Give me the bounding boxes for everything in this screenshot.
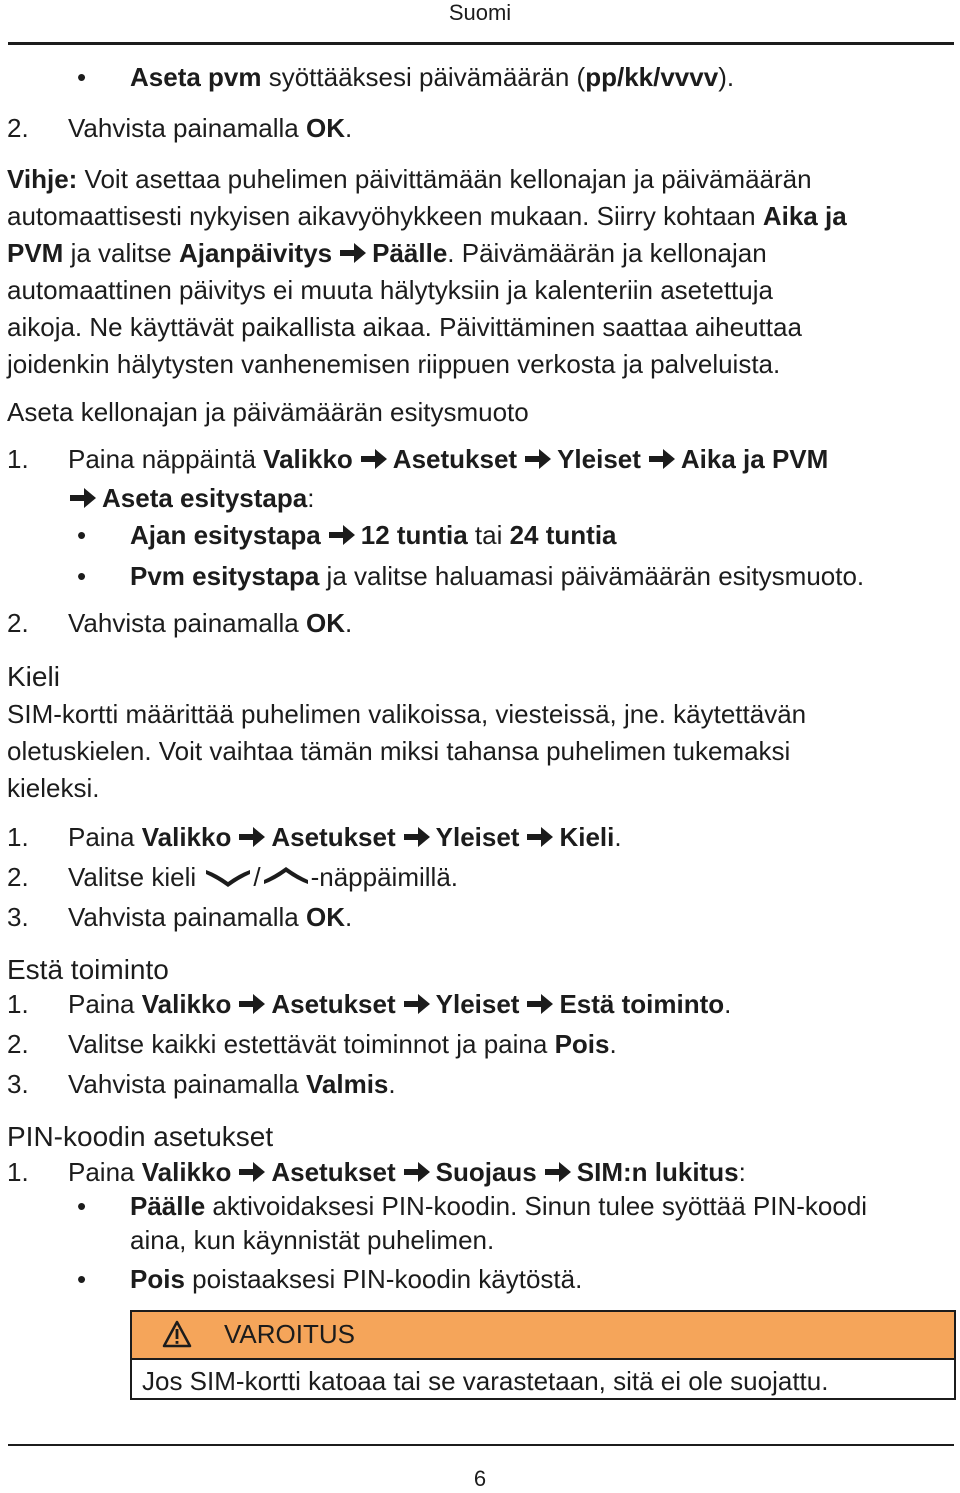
right-arrow-icon: [327, 521, 357, 555]
date-format-bullet: Pvm esitystapa ja valitse haluamasi päivämäärän esitysmuoto.: [130, 561, 865, 591]
section-heading-block: Estä toiminto: [7, 954, 169, 985]
right-arrow-icon: [338, 239, 368, 273]
pin-step-1: 1. Paina Valikko Asetukset Suojaus SIM:n lukitus:: [7, 1155, 746, 1192]
right-arrow-icon: [647, 445, 677, 479]
set-date-bullet: Aseta pvm syöttääksesi päivämäärän (pp/kk/vvvv).: [130, 62, 735, 92]
right-arrow-icon: [402, 823, 432, 857]
warning-box: [130, 1310, 956, 1400]
tip-line-1: Vihje: Voit asettaa puhelimen päivittämään kellonajan ja päivämäärän: [7, 164, 812, 194]
section-heading-pin: PIN-koodin asetukset: [7, 1121, 274, 1152]
tip-line-5: aikoja. Ne käyttävät paikallista aikaa. Päivittäminen saattaa aiheuttaa: [7, 312, 802, 342]
block-step-1: 1. Paina Valikko Asetukset Yleiset Estä toiminto.: [7, 987, 731, 1024]
header-rule: [8, 42, 954, 45]
pin-on-bullet: Päälle aktivoidaksesi PIN-koodin. Sinun tulee syöttää PIN-koodi: [130, 1191, 868, 1221]
language-para-2: oletuskielen. Voit vaihtaa tämän miksi tahansa puhelimen tukemaksi: [7, 736, 791, 766]
language-para-3: kieleksi.: [7, 773, 100, 803]
bullet-marker: •: [77, 62, 87, 92]
right-arrow-icon: [525, 990, 555, 1024]
right-arrow-icon: [237, 823, 267, 857]
bullet-marker: •: [77, 520, 87, 550]
block-step-2: 2. Valitse kaikki estettävät toiminnot ja paina Pois.: [7, 1029, 617, 1059]
format-step-2: 2. Vahvista painamalla OK.: [7, 608, 353, 638]
page-number: 6: [473, 1466, 487, 1491]
right-arrow-icon: [402, 990, 432, 1024]
right-arrow-icon: [68, 484, 98, 518]
block-step-3: 3. Vahvista painamalla Valmis.: [7, 1069, 396, 1099]
bullet-marker: •: [77, 1191, 87, 1221]
right-arrow-icon: [543, 1158, 573, 1192]
up-key-icon: [261, 862, 311, 896]
bullet-marker: •: [77, 561, 87, 591]
bullet-marker: •: [77, 1264, 87, 1294]
language-para-1: SIM-kortti määrittää puhelimen valikoissa, viesteissä, jne. käytettävän: [7, 699, 807, 729]
header-language: Suomi: [448, 0, 512, 25]
warning-title: VAROITUS: [224, 1319, 355, 1349]
confirm-step: 2. Vahvista painamalla OK.: [7, 113, 353, 143]
right-arrow-icon: [402, 1158, 432, 1192]
pin-on-bullet-cont: aina, kun käynnistät puhelimen.: [130, 1225, 495, 1255]
right-arrow-icon: [359, 445, 389, 479]
right-arrow-icon: [525, 823, 555, 857]
down-key-icon: [203, 862, 253, 896]
right-arrow-icon: [237, 990, 267, 1024]
right-arrow-icon: [523, 445, 553, 479]
tip-line-2: automaattisesti nykyisen aikavyöhykkeen mukaan. Siirry kohtaan Aika ja: [7, 201, 847, 231]
format-step-1-cont: Aseta esitystapa:: [62, 481, 314, 518]
warning-header: [132, 1312, 954, 1360]
tip-line-3: PVM ja valitse Ajanpäivitys Päälle. Päivämäärän ja kellonajan: [7, 236, 767, 273]
language-step-1: 1. Paina Valikko Asetukset Yleiset Kieli.: [7, 820, 622, 857]
tip-line-4: automaattinen päivitys ei muuta hälytyksiin ja kalenteriin asetettuja: [7, 275, 773, 305]
time-format-bullet: Ajan esitystapa 12 tuntia tai 24 tuntia: [130, 518, 617, 555]
pin-off-bullet: Pois poistaaksesi PIN-koodin käytöstä.: [130, 1264, 583, 1294]
language-step-3: 3. Vahvista painamalla OK.: [7, 902, 353, 932]
footer-rule: [8, 1444, 954, 1446]
language-step-2: 2. Valitse kieli / -näppäimillä.: [7, 860, 458, 896]
warning-text: Jos SIM-kortti katoaa tai se varastetaan, sitä ei ole suojattu.: [142, 1366, 829, 1396]
section-heading-format: Aseta kellonajan ja päivämäärän esitysmuoto: [7, 397, 529, 427]
right-arrow-icon: [237, 1158, 267, 1192]
tip-line-6: joidenkin hälytysten vanhenemisen riippuen verkosta ja palveluista.: [7, 349, 781, 379]
section-heading-language: Kieli: [7, 661, 60, 692]
warning-triangle-icon: [162, 1320, 192, 1353]
format-step-1: 1. Paina näppäintä Valikko Asetukset Yleiset Aika ja PVM: [7, 442, 828, 479]
